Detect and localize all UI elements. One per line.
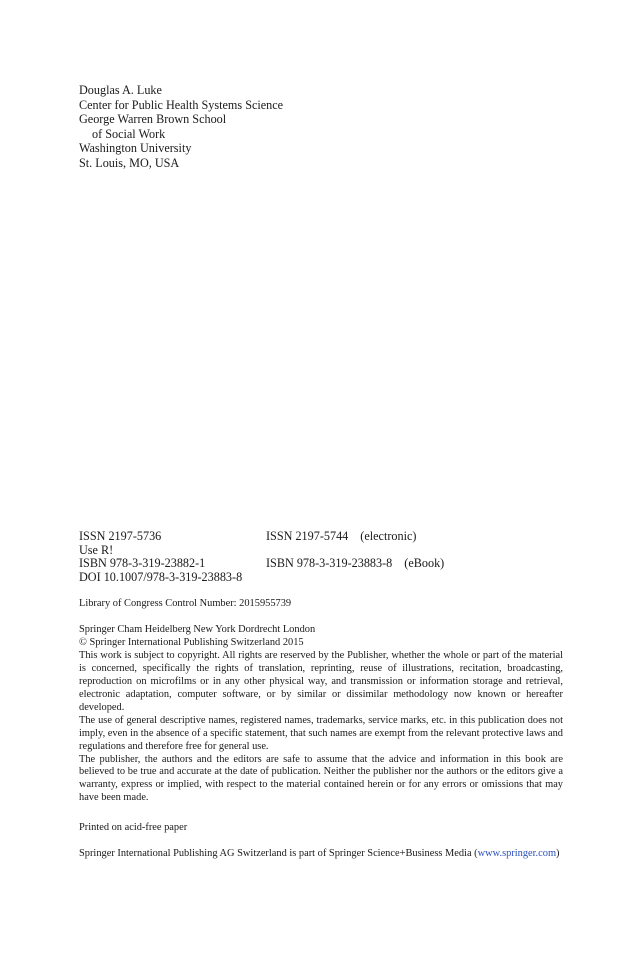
isbn-print: ISBN 978-3-319-23882-1 [79, 556, 206, 571]
springer-text: Springer International Publishing AG Switzerland is part of Springer Science+Business Media [79, 848, 472, 859]
affiliation-center: Center for Public Health Systems Science [79, 97, 284, 112]
series-title: Use R! [79, 542, 114, 557]
author-affiliation [79, 83, 283, 171]
isbn-ebook: ISBN 978-3-319-23883-8 [266, 556, 393, 571]
affiliation-university: Washington University [79, 141, 192, 156]
issn-electronic-group [266, 530, 416, 544]
copyright-line: © Springer International Publishing Switzerland 2015 [79, 636, 304, 648]
isbn-ebook-tag: (eBook) [404, 556, 445, 571]
names-paragraph: The use of general descriptive names, registered names, trademarks, service marks, etc. in this publication does not imply, even in the absence of a specific statement, that such names are exempt from the relevant protective laws and regulations and therefore free for general use. [79, 714, 563, 752]
issn-electronic-tag: (electronic) [360, 529, 417, 543]
publisher-block [79, 624, 563, 805]
doi: DOI 10.1007/978-3-319-23883-8 [79, 569, 243, 584]
author-name: Douglas A. Luke [79, 83, 162, 97]
identifiers-block [79, 530, 563, 584]
issn-electronic: ISSN 2197-5744 [266, 529, 349, 543]
lccn: Library of Congress Control Number: 2015955739 [79, 598, 292, 609]
affiliation-location: St. Louis, MO, USA [79, 155, 180, 170]
springer-statement [79, 847, 563, 860]
disclaimer-paragraph: The publisher, the authors and the editors are safe to assume that the advice and information in this book are believed to be true and accurate at the date of publication. Neither the publisher nor the authors or the editors give a warranty, express or implied, with respect to the material contained herein or for any errors or omissions that may have been made. [79, 753, 563, 804]
isbn-row [79, 557, 563, 571]
springer-open-paren: ( [474, 848, 478, 859]
affiliation-school: George Warren Brown School [79, 112, 227, 127]
springer-close-paren: ) [556, 848, 560, 859]
series-row [79, 544, 563, 558]
springer-link[interactable]: www.springer.com [477, 848, 557, 859]
issn-row [79, 530, 563, 544]
copyright-paragraph: This work is subject to copyright. All rights are reserved by the Publisher, whether the whole or part of the material is concerned, specifically the rights of translation, reprinting, reuse of illustrations, recitation, broadcasting, reproduction on microfilms or in any other physical way, and transmission or information storage and retrieval, electronic adaptation, computer software, or by similar or dissimilar methodology now known or hereafter developed. [79, 649, 563, 713]
doi-row [79, 571, 563, 585]
publisher-cities: Springer Cham Heidelberg New York Dordrecht London [79, 624, 316, 635]
isbn-ebook-group [266, 557, 444, 571]
issn-print: ISSN 2197-5736 [79, 529, 162, 543]
acid-free-paper: Printed on acid-free paper [79, 822, 188, 833]
affiliation-school-cont: of Social Work [92, 126, 166, 141]
